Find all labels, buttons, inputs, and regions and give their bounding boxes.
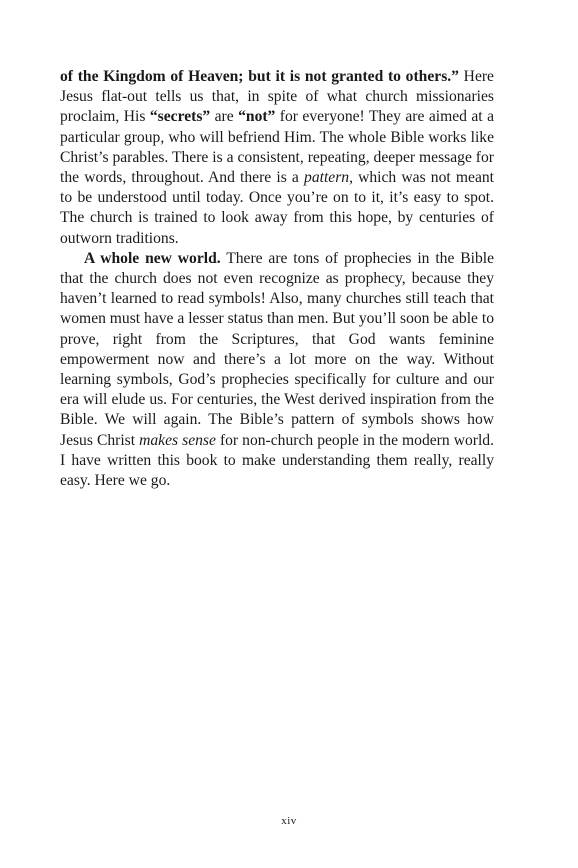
p2-seg-0: A whole new world.	[84, 249, 221, 267]
p1-seg-5: for everyone! They are aimed at a particular group, who will befriend Him. The whole Bible works like Christ’s parables. There is a consistent, repeating, deeper message for the words, throughout. And there is a	[60, 108, 494, 187]
p1-seg-6: pattern	[304, 169, 350, 187]
p1-seg-3: are	[210, 108, 239, 126]
paragraph-1	[60, 67, 494, 249]
page-number: xiv	[281, 815, 297, 827]
p1-seg-4: “not”	[238, 108, 276, 126]
p1-seg-2: “secrets”	[149, 108, 211, 126]
p2-seg-3: for non-church people in the modern world. I have written this book to make understanding them really, really easy. Here we go.	[60, 431, 494, 490]
p1-seg-1: Here Jesus flat-out tells us that, in spite of what church missionaries proclaim, His	[60, 68, 494, 126]
p1-seg-7: , which was not meant to be understood until today. Once you’re on to it, it’s easy to spot. The church is trained to look away from this hope, by centuries of outworn traditions.	[60, 169, 494, 247]
paragraph-2	[60, 249, 494, 491]
p2-seg-1: There are tons of prophecies in the Bible that the church does not even recognize as prophecy, because they haven’t learned to read symbols! Also, many churches still teach that women must have a lesser status than men. But you’ll soon be able to prove, right from the Scriptures, that God wants feminine empowerment now and there’s a lot more on the way. Without learning symbols, God’s prophecies specifically for culture and our era will elude us. For centuries, the West derived inspiration from the Bible. We will again. The Bible’s pattern of symbols shows how Jesus Christ	[60, 249, 494, 449]
body-text	[60, 67, 494, 491]
p2-seg-2: makes sense	[139, 431, 216, 449]
p1-seg-0: of the Kingdom of Heaven; but it is not granted to others.”	[60, 68, 459, 85]
